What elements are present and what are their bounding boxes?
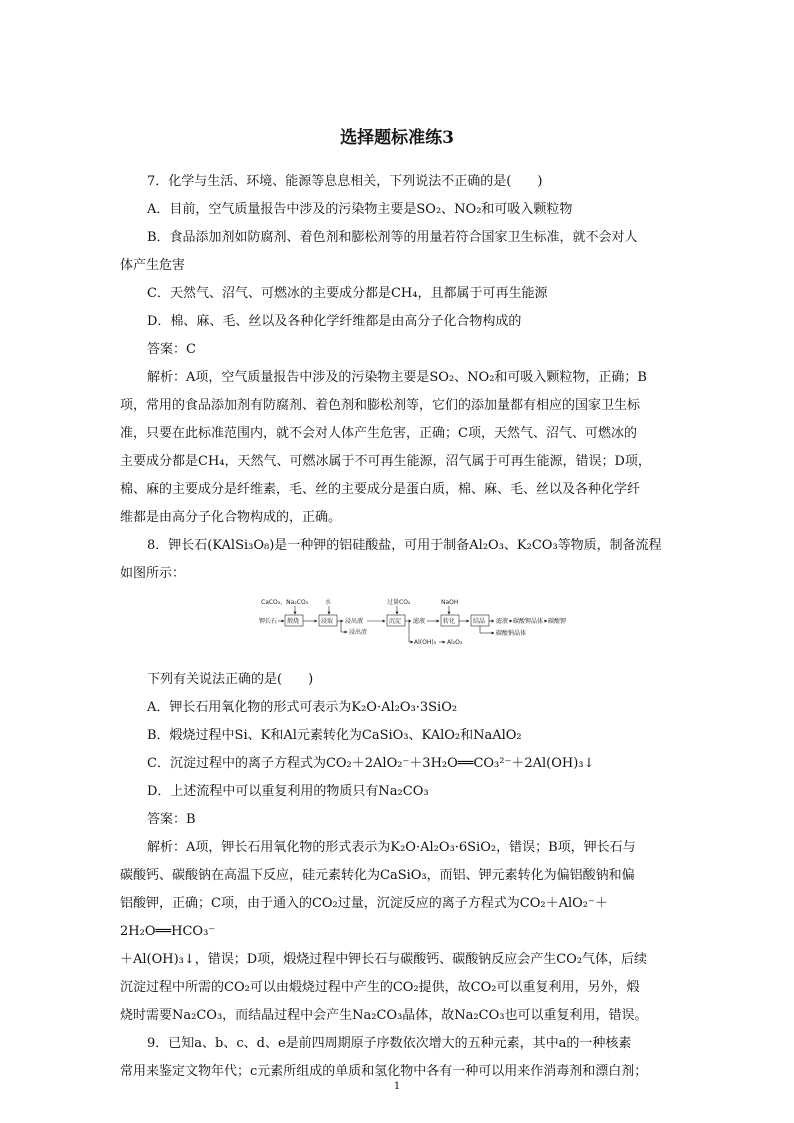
- flow-step-leach: 浸取: [321, 618, 334, 625]
- q8-option-d: D．上述流程中可以重复利用的物质只有Na₂CO₃: [147, 784, 429, 799]
- q7-explanation-line5: 棉、麻的主要成分是纤维素，毛、丝的主要成分是蛋白质，棉、麻、毛、丝以及各种化学纤: [120, 482, 641, 497]
- flow-product-al2o3: Al₂O₃: [447, 639, 463, 646]
- flow-leachate: 浸出液: [345, 618, 364, 625]
- flow-start: 钾长石: [259, 618, 278, 625]
- flow-reagent-naoh: NaOH: [441, 599, 459, 606]
- q8-answer: 答案：B: [147, 812, 196, 827]
- flow-residue: 浸出渣: [349, 629, 368, 636]
- q7-option-d: D．棉、麻、毛、丝以及各种化学纤维都是由高分子化合物构成的: [147, 314, 522, 329]
- flow-step-precipitate: 沉淀: [389, 618, 402, 625]
- q7-option-b-line2: 体产生危害: [120, 258, 186, 273]
- q8-ask: 下列有关说法正确的是( ): [147, 672, 314, 687]
- flowchart-svg: [259, 596, 567, 652]
- q7-option-c: C．天然气、沼气、可燃冰的主要成分都是CH₄，且都属于可再生能源: [147, 286, 548, 301]
- flow-filtrate-1: 滤液: [413, 618, 426, 625]
- flow-step-crystallize: 结晶: [473, 618, 486, 625]
- q7-stem: 7．化学与生活、环境、能源等息息相关，下列说法不正确的是( ): [147, 174, 543, 189]
- q8-option-c: C．沉淀过程中的离子方程式为CO₂＋2AlO₂⁻＋3H₂O══CO₃²⁻＋2Al(OH)₃↓: [147, 756, 595, 771]
- q7-answer: 答案：C: [147, 342, 196, 357]
- q7-option-b-line1: B．食品添加剂如防腐剂、着色剂和膨松剂等的用量若符合国家卫生标准，就不会对人: [147, 230, 638, 245]
- q8-explanation-line2: 碳酸钙、碳酸钠在高温下反应，硅元素转化为CaSiO₃，而铝、钾元素转化为偏铝酸钠和偏: [120, 868, 635, 883]
- flow-step-calcine: 煅烧: [287, 618, 300, 625]
- process-flowchart: [120, 592, 673, 664]
- page-number: 1: [393, 1081, 401, 1092]
- q7-explanation-line2: 项，常用的食品添加剂有防腐剂、着色剂和膨松剂等，它们的添加量都有相应的国家卫生标: [120, 398, 641, 413]
- q7-explanation-line3: 准，只要在此标准范围内，就不会对人体产生危害，正确；C项，天然气、沼气、可燃冰的: [120, 426, 637, 441]
- q8-explanation-line1: 解析：A项，钾长石用氧化物的形式表示为K₂O·Al₂O₃·6SiO₂，错误；B项，钾长石与: [147, 840, 636, 855]
- q8-explanation-line6: 烧时需要Na₂CO₃，而结晶过程中会产生Na₂CO₃晶体，故Na₂CO₃也可以重复利用，错误。: [120, 1008, 648, 1023]
- page-title: 选择题标准练3: [340, 128, 454, 148]
- document-body: [120, 168, 673, 1086]
- q8-option-a: A．钾长石用氧化物的形式可表示为K₂O·Al₂O₃·3SiO₂: [147, 700, 458, 715]
- q7-explanation-line4: 主要成分都是CH₄，天然气、可燃冰属于不可再生能源，沼气属于可再生能源，错误；D项，: [120, 454, 651, 469]
- flow-reagent-water: 水: [325, 599, 332, 606]
- flow-product-k2co3-crystal: 碳酸钾晶体: [513, 618, 544, 625]
- q8-stem-line1: 8．钾长石(KAlSi₃O₈)是一种钾的铝硅酸盐，可用于制备Al₂O₃、K₂CO₃等物质，制备流程: [147, 538, 662, 553]
- q7-explanation-line6: 维都是由高分子化合物构成的，正确。: [120, 510, 342, 525]
- flow-reagent-caco3-na2co3: CaCO₃、Na₂CO₃: [261, 599, 309, 606]
- flow-filtrate-2: 滤液: [496, 618, 509, 625]
- q8-option-b: B．煅烧过程中Si、K和Al元素转化为CaSiO₃、KAlO₂和NaAlO₂: [147, 728, 522, 743]
- flow-step-convert: 转化: [443, 618, 456, 625]
- q7-explanation-line1: 解析：A项，空气质量报告中涉及的污染物主要是SO₂、NO₂和可吸入颗粒物，正确；B: [147, 370, 647, 385]
- q7-option-a: A．目前，空气质量报告中涉及的污染物主要是SO₂、NO₂和可吸入颗粒物: [147, 202, 573, 217]
- q8-explanation-line3: 铝酸钾，正确；C项，由于通入的CO₂过量，沉淀反应的离子方程式为CO₂＋AlO₂⁻＋2H₂O══HCO₃⁻: [120, 896, 608, 939]
- q9-stem-line1: 9．已知a、b、c、d、e是前四周期原子序数依次增大的五种元素，其中a的一种核素: [147, 1036, 632, 1051]
- flow-product-k2co3: 碳酸钾: [548, 618, 567, 625]
- q8-explanation-line5: 沉淀过程中所需的CO₂可以由煅烧过程中产生的CO₂提供，故CO₂可以重复利用，另外，煅: [120, 980, 640, 995]
- q9-stem-line2: 常用来鉴定文物年代；c元素所组成的单质和氢化物中各有一种可以用来作消毒剂和漂白剂；: [120, 1064, 648, 1079]
- q8-stem-line2: 如图所示：: [120, 566, 186, 581]
- q8-explanation-line4: ＋Al(OH)₃↓，错误；D项，煅烧过程中钾长石与碳酸钙、碳酸钠反应会产生CO₂气体，后续: [120, 952, 648, 967]
- flow-reagent-co2: 过量CO₂: [387, 599, 411, 606]
- flow-precipitate-aloh3: Al(OH)₃: [414, 639, 437, 646]
- flow-product-na2co3-crystal: 碳酸钠晶体: [496, 630, 527, 637]
